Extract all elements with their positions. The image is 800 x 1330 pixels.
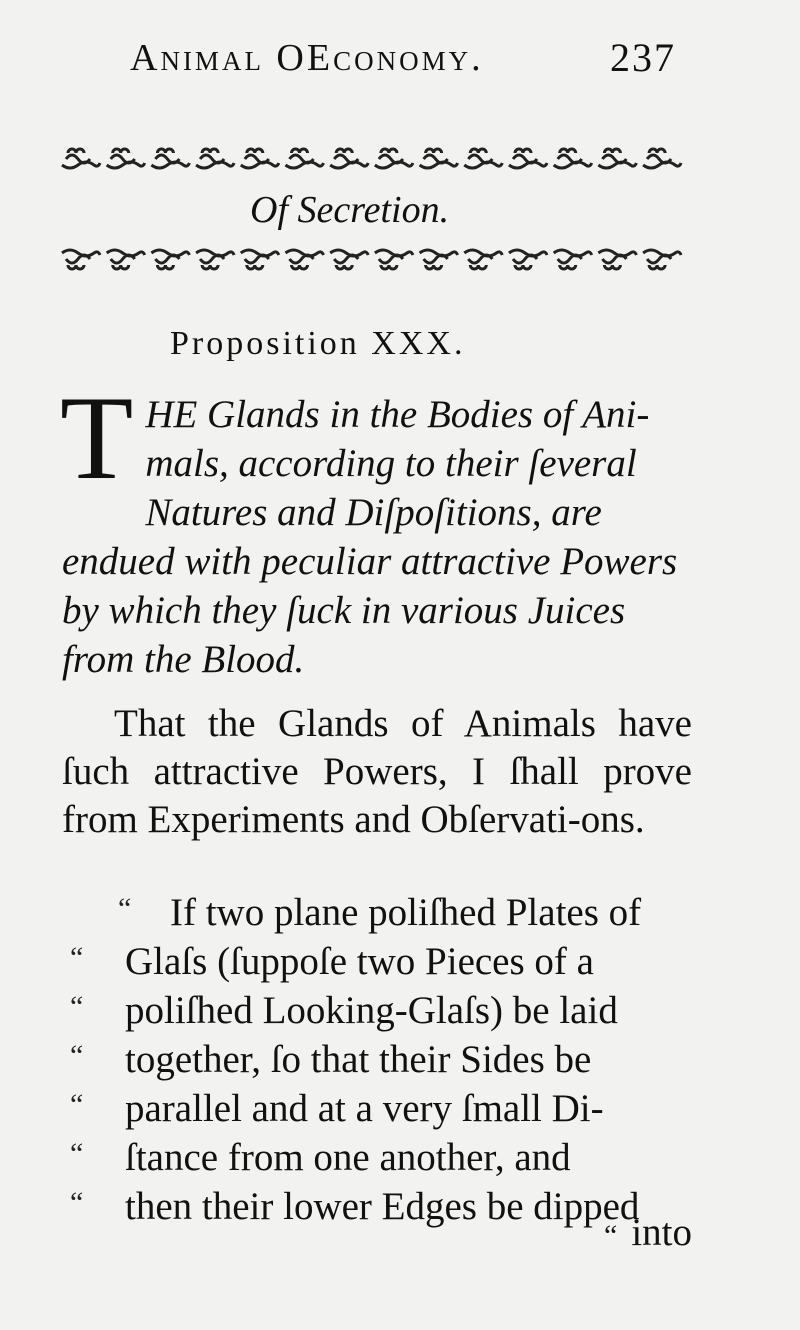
quote-line — [70, 937, 710, 986]
ornament-top-icon — [58, 143, 684, 173]
ornament-motif — [554, 250, 592, 269]
page-header — [130, 30, 690, 90]
ornament-motif — [330, 149, 368, 168]
ornament-motif — [598, 250, 636, 269]
ornament-motif — [196, 149, 234, 168]
quote-line-text: then their lower Edges be dipped — [125, 1185, 640, 1228]
ornament-motif — [420, 250, 458, 269]
quote-line-text: If two plane poliſhed Plates of — [170, 891, 642, 934]
ornament-motif — [196, 250, 234, 269]
ornament-motif — [420, 149, 458, 168]
quote-line — [70, 888, 710, 937]
ornament-motif — [286, 149, 324, 168]
quote-line-text: ſtance from one another, and — [125, 1136, 571, 1179]
ornament-motif — [62, 250, 100, 269]
ornament-motif — [286, 250, 324, 269]
ornament-motif — [598, 149, 636, 168]
ornament-motif — [509, 149, 547, 168]
ornament-motif — [643, 149, 681, 168]
quote-mark: “ — [118, 892, 132, 925]
ornament-motif — [509, 250, 547, 269]
quote-line — [70, 1084, 710, 1133]
section-title: Of Secretion. — [250, 189, 450, 231]
ornament-motif — [330, 250, 368, 269]
ornament-motif — [241, 149, 279, 168]
catchword — [604, 1210, 692, 1255]
proposition-body: HE Glands in the Bodies of Ani-mals, according to their ſeveral Natures and Diſpoſitions, are endued with peculiar attractive Powers by which they ſuck in various Juices from the Blood. — [62, 393, 678, 681]
ornament-motif — [375, 250, 413, 269]
page-number: 237 — [610, 35, 676, 80]
quote-mark: “ — [604, 1219, 618, 1252]
proposition-heading: Proposition XXX. — [170, 325, 466, 362]
ornament-motif — [151, 149, 189, 168]
body-paragraph: That the Glands of Animals have ſuch attractive Powers, I ſhall prove from Experiments and Obſervati-ons. — [62, 702, 692, 841]
catchword-text: into — [631, 1211, 692, 1254]
ornament-motif — [62, 149, 100, 168]
quote-mark: “ — [70, 990, 84, 1023]
ornament-motif — [375, 149, 413, 168]
quote-line — [70, 986, 710, 1035]
quote-line-text: Glaſs (ſuppoſe two Pieces of a — [125, 940, 594, 983]
quote-line-text: poliſhed Looking-Glaſs) be laid — [125, 989, 618, 1032]
ornament-motif — [643, 250, 681, 269]
ornament-motif — [151, 250, 189, 269]
proposition-text — [60, 371, 702, 684]
ornament-motif — [464, 149, 502, 168]
quotation-block — [70, 888, 710, 1231]
quote-mark: “ — [70, 941, 84, 974]
running-head: Animal OEconomy. — [130, 37, 484, 79]
ornament-band-bottom — [58, 245, 684, 275]
quote-line-text: parallel and at a very ſmall Di- — [125, 1087, 604, 1130]
quote-line — [70, 1133, 710, 1182]
ornament-motif — [241, 250, 279, 269]
ornament-motif — [107, 149, 145, 168]
quote-mark: “ — [70, 1137, 84, 1170]
ornament-motif — [464, 250, 502, 269]
quote-line-text: together, ſo that their Sides be — [125, 1038, 592, 1081]
quote-mark: “ — [70, 1039, 84, 1072]
quote-mark: “ — [70, 1088, 84, 1121]
quote-mark: “ — [70, 1186, 84, 1219]
drop-cap: T — [60, 371, 134, 504]
ornament-motif — [107, 250, 145, 269]
ornament-band-top — [58, 143, 684, 173]
quote-line — [70, 1035, 710, 1084]
ornament-bottom-icon — [58, 245, 684, 275]
ornament-motif — [554, 149, 592, 168]
